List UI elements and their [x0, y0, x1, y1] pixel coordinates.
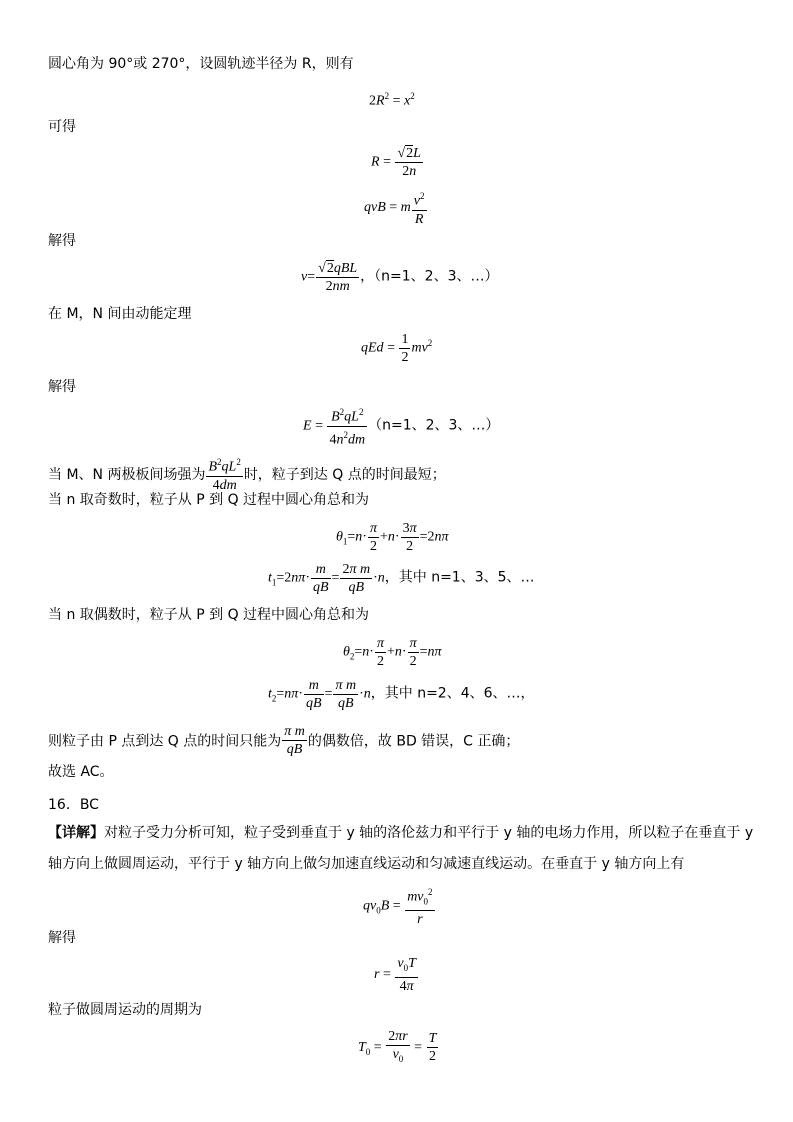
equation-2R2: $2R^2 = x^2$: [369, 91, 415, 109]
equation-E: E = $\frac{B^2qL^2}{4n^2dm}$ （n=1、2、3、…）: [303, 404, 499, 448]
text-part: 时，粒子到达 Q 点的时间最短；: [243, 466, 446, 483]
text-line: 当 n 取偶数时，粒子从 P 到 Q 过程中圆心角总和为: [48, 607, 370, 623]
text-line: 在 M，N 间由动能定理: [48, 306, 192, 322]
text-line: 轴方向上做圆周运动，平行于 y 轴方向上做匀加速直线运动和匀减速直线运动。在垂直于 y 轴方向上有: [48, 856, 685, 872]
equation-t2: $t_2=n\pi\cdot$ $\frac{m}{qB}$ = $\frac{\text{π m}}{qB}$ ·n，其中 n=2、4、6、…，: [268, 678, 535, 711]
equation-theta1: $\theta_1=n\cdot$ $\frac{\pi}{2}$ +n· $\frac{3\pi}{2}$ =2nπ: [336, 521, 449, 554]
range-note: ，其中 n=1、3、5、…: [384, 569, 535, 586]
text-line: 故选 AC。: [48, 764, 114, 780]
text-line: 粒子做圆周运动的周期为: [48, 1002, 202, 1018]
text-line: 圆心角为 90°或 270°，设圆轨迹半径为 R，则有: [48, 56, 354, 72]
equation-v: v= $\frac{\text{√2qBL}}{2nm}$ ，（n=1、2、3、…）: [301, 261, 499, 294]
range-note: （n=1、2、3、…）: [368, 417, 500, 434]
question-number: 16．BC: [48, 797, 99, 813]
equation-r: r = $\frac{v_0T}{4\pi}$: [374, 956, 416, 994]
text-line: 可得: [48, 119, 76, 135]
text-part: 的偶数倍，故 BD 错误，C 正确；: [307, 733, 520, 750]
equation-theta2: $\theta_2=n\cdot$ $\frac{\pi}{2}$ +n· $\frac{\pi}{2}$ =nπ: [343, 636, 442, 669]
equation-qEd: qEd = $\frac{1}{2}$ $mv^2$: [361, 332, 433, 365]
text-line: 解得: [48, 930, 76, 946]
text-line: 当 n 取奇数时，粒子从 P 到 Q 过程中圆心角总和为: [48, 492, 370, 508]
equation-qvB: qvB = m $\frac{v^2}{R}$: [364, 188, 428, 228]
equation-qv0B: $qv_0B$ = $\frac{mv_0^2}{r}$: [363, 884, 436, 928]
text-line: 解得: [48, 233, 76, 249]
text-part: 则粒子由 P 点到达 Q 点的时间只能为: [48, 733, 282, 750]
text-line: [48, 823, 753, 843]
equation-R: R = $\frac{√2L}{2n}$: [371, 146, 421, 179]
text-line: 解得: [48, 379, 76, 395]
text-part: 当 M、N 两极板间场强为: [48, 466, 206, 483]
equation-T0: $T_0$ = $\frac{2\pi r}{v_0}$ = $\frac{T}{2}$: [358, 1029, 437, 1065]
detail-tag: 【详解】: [48, 825, 104, 841]
text-line: 当 M、N 两极板间场强为 $\frac{B^2qL^2}{4dm}$ 时，粒子到达 Q 点的时间最短；: [48, 455, 446, 495]
range-note: ，（n=1、2、3、…）: [360, 268, 499, 285]
equation-t1: $t_1=2n\pi\cdot$ $\frac{m}{qB}$ = $\frac{\text{2π m}}{qB}$ ·n，其中 n=1、3、5、…: [268, 562, 535, 595]
range-note: ，其中 n=2、4、6、…，: [370, 685, 535, 702]
text-line: 则粒子由 P 点到达 Q 点的时间只能为 $\frac{\text{π m}}{qB}$ 的偶数倍，故 BD 错误，C 正确；: [48, 724, 520, 757]
text-part: 对粒子受力分析可知，粒子受到垂直于 y 轴的洛伦兹力和平行于 y 轴的电场力作用，所以粒子在垂直于 y: [104, 825, 754, 841]
